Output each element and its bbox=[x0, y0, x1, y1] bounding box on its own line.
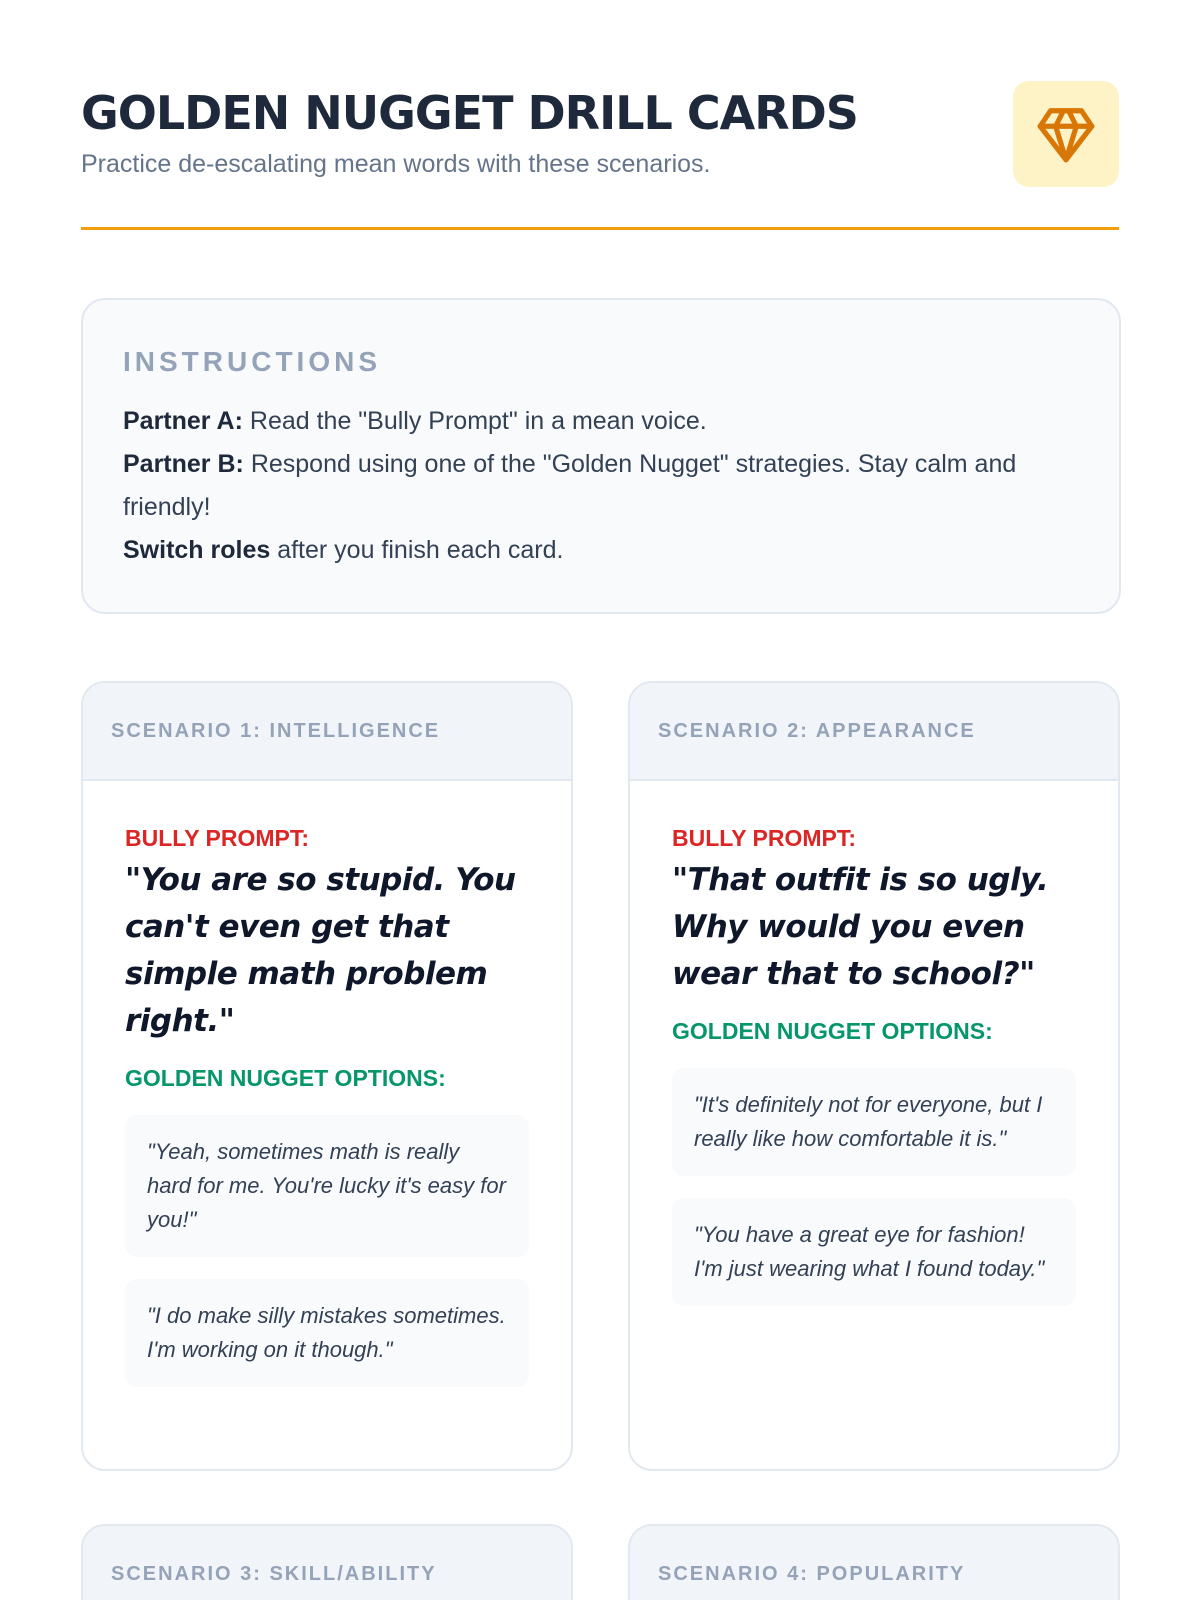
instruction-text: Respond using one of the "Golden Nugget" strategies. Stay calm and friendly! bbox=[123, 450, 1017, 521]
bully-prompt-quote: "You are so stupid. You can't even get that simple math problem right." bbox=[125, 862, 516, 1039]
scenario-card-header bbox=[630, 1526, 1118, 1600]
scenario-title: SCENARIO 4: POPULARITY bbox=[658, 1562, 966, 1585]
instruction-role: Partner B: bbox=[123, 450, 244, 478]
instruction-role: Partner A: bbox=[123, 407, 243, 435]
instructions-heading: INSTRUCTIONS bbox=[123, 346, 381, 377]
instruction-line bbox=[123, 529, 1079, 572]
instruction-line bbox=[123, 443, 1079, 529]
page-subtitle: Practice de-escalating mean words with these scenarios. bbox=[81, 150, 711, 178]
header bbox=[81, 0, 1119, 230]
instruction-text: Read the "Bully Prompt" in a mean voice. bbox=[242, 407, 707, 435]
instructions-panel bbox=[81, 298, 1121, 614]
bully-prompt-label: BULLY PROMPT: bbox=[125, 825, 310, 851]
scenario-card bbox=[628, 681, 1120, 1471]
scenario-card bbox=[628, 1524, 1120, 1600]
golden-nugget-label: GOLDEN NUGGET OPTIONS: bbox=[672, 1018, 993, 1044]
instruction-text: after you finish each card. bbox=[270, 536, 564, 564]
instruction-role: Switch roles bbox=[123, 536, 271, 564]
logo-badge bbox=[1013, 81, 1119, 187]
bully-prompt-label: BULLY PROMPT: bbox=[672, 825, 857, 851]
bully-prompt-quote: "That outfit is so ugly. Why would you even wear that to school?" bbox=[672, 862, 1049, 992]
scenario-title: SCENARIO 3: SKILL/ABILITY bbox=[111, 1562, 437, 1585]
scenario-card-body bbox=[630, 781, 1118, 1306]
scenario-title: SCENARIO 2: APPEARANCE bbox=[658, 719, 976, 742]
page-title: GOLDEN NUGGET DRILL CARDS bbox=[81, 86, 858, 140]
golden-nugget-label: GOLDEN NUGGET OPTIONS: bbox=[125, 1065, 446, 1091]
scenario-card bbox=[81, 681, 573, 1471]
scenario-card-header bbox=[83, 1526, 571, 1600]
scenario-card bbox=[81, 1524, 573, 1600]
golden-nugget-option: "Yeah, sometimes math is really hard for me. You're lucky it's easy for you!" bbox=[125, 1115, 529, 1257]
golden-nugget-option: "You have a great eye for fashion! I'm just wearing what I found today." bbox=[672, 1198, 1076, 1306]
golden-nugget-option: "I do make silly mistakes sometimes. I'm working on it though." bbox=[125, 1279, 529, 1387]
scenario-card-header bbox=[630, 683, 1118, 781]
scenario-title: SCENARIO 1: INTELLIGENCE bbox=[111, 719, 441, 742]
instruction-line bbox=[123, 400, 1079, 443]
scenario-card-body bbox=[83, 781, 571, 1387]
golden-nugget-option: "It's definitely not for everyone, but I really like how comfortable it is." bbox=[672, 1068, 1076, 1176]
gem-icon bbox=[1035, 103, 1097, 165]
scenario-card-header bbox=[83, 683, 571, 781]
